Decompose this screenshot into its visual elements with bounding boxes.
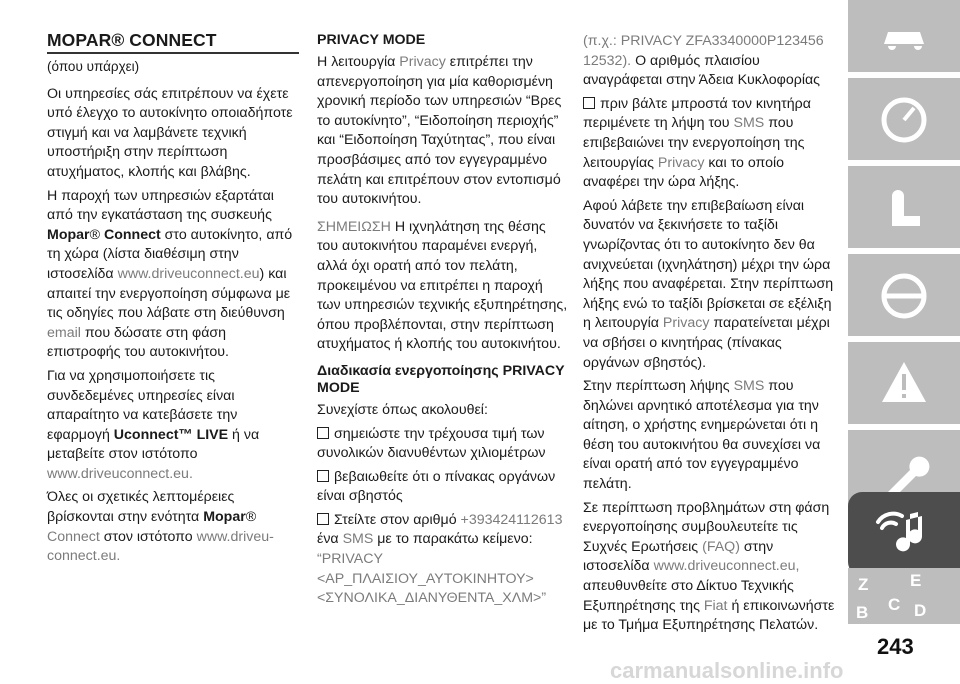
negative-result-paragraph: Στην περίπτωση λήψης SMS που δηλώνει αρνητικό αποτέλεσμα για την αίτηση, ο χρήστης ενημερώνεται ότι η θέση του αυτοκινήτου θα συνεχίσει να είναι ορατή από τον εγγεγραμμένο πελάτη. [583, 378, 821, 493]
privacy-paragraph: Η λειτουργία Privacy επιτρέπει την απενεργοποίηση για μία καθορισμένη χρονική περίοδο των υπηρεσιών “Βρες το αυτοκίνητο”, “Ειδοποίηση περιοχής” και “Ειδοποίηση Ταχύτητας”, που είναι προσβάσιμες από τον εγγεγραμμένο πελάτη και επιτρέπουν στον εντοπισμό του αυτοκινήτου. [317, 54, 562, 208]
warning-icon [848, 342, 960, 424]
checkbox-icon [317, 470, 329, 482]
svg-text:D: D [914, 601, 927, 620]
step-2: βεβαιωθείτε ότι ο πίνακας οργάνων είναι σβηστός [317, 468, 556, 505]
watermark: carmanualsonline.info [610, 658, 844, 683]
chapter-tab-index[interactable] [848, 568, 960, 624]
section-subtitle: (όπου υπάρχει) [47, 59, 140, 74]
checkbox-icon [583, 97, 595, 109]
chapter-tab-3[interactable] [848, 166, 960, 248]
svg-text:B: B [856, 603, 869, 622]
car-icon [848, 0, 960, 72]
activation-heading: Διαδικασία ενεργοποίησης PRIVACY MODE [317, 362, 565, 396]
intro-paragraph: Οι υπηρεσίες σάς επιτρέπουν να έχετε υπό έλεγχο το αυτοκίνητο οποιαδήποτε στιγμή και να λαμβάνετε τεχνική υποστήριξη στην περίπτωση ατυχήματος, κλοπής και βλάβης. [47, 85, 293, 180]
chapter-tab-5[interactable] [848, 342, 960, 424]
provision-paragraph: Η παροχή των υπηρεσιών εξαρτάται από την εγκατάσταση της συσκευής Mopar® Connect στο αυτοκίνητο, από τη χώρα (λίστα διαθέσιμη στην ιστοσελίδα www.driveuconnect.eu) και απαιτεί την ενεργοποίηση σύμφωνα με τις οδηγίες που λάβατε στη διεύθυνση email που δώσατε στη φάση επιστροφής του αυτοκινήτου. [47, 187, 293, 361]
column-3 [583, 32, 835, 640]
checkbox-icon [317, 427, 329, 439]
step-3: Στείλτε στον αριθμό +393424112613 ένα SMS με το παρακάτω κείμενο: “PRIVACY <ΑΡ_ΠΛΑΙΣΙΟΥ_ΑΥΤΟΚΙΝΗΤΟΥ> <ΣΥΝΟΛΙΚΑ_ΔΙΑΝΥΘΕΝΤΑ_ΧΛΜ>” [317, 511, 563, 607]
svg-text:C: C [888, 595, 901, 614]
chapter-tab-2[interactable] [848, 78, 960, 160]
index-letters-icon [848, 568, 960, 624]
steering-wheel-icon [848, 254, 960, 336]
confirmation-paragraph: Αφού λάβετε την επιβεβαίωση είναι δυνατόν να ξεκινήσετε το ταξίδι γνωρίζοντας ότι το αυτοκίνητο δεν θα ανιχνεύεται (ιχνηλάτηση) μέχρι την ώρα λήξης που αναφέρεται. Στην περίπτωση λήξης ενώ το ταξίδι βρίσκεται σε εξέλιξη η λειτουργία Privacy παρατείνεται μέχρι να σβήσει ο κινητήρας (πίνακας οργάνων σβηστός). [583, 197, 834, 371]
chapter-tab-4[interactable] [848, 254, 960, 336]
dashboard-icon [848, 78, 960, 160]
checkbox-icon [317, 513, 329, 525]
multimedia-icon [848, 492, 960, 576]
title-rule [47, 52, 299, 54]
privacy-mode-heading: PRIVACY MODE [317, 32, 426, 48]
seat-icon [848, 166, 960, 248]
step-1: σημειώστε την τρέχουσα τιμή των συνολικών διανυθέντων χιλιομέτρων [317, 425, 546, 462]
website-link-4[interactable]: www.driveuconnect.eu, [653, 558, 800, 575]
svg-text:Z: Z [858, 575, 869, 594]
step-4: πριν βάλτε μπροστά τον κινητήρα περιμένετε τη λήψη του SMS που επιβεβαιώνει την ενεργοποίηση της λειτουργίας Privacy και το οποίο αναφέρει την ώρα λήξης. [583, 95, 811, 191]
svg-text:E: E [910, 571, 922, 590]
details-paragraph: Όλες οι σχετικές λεπτομέρειες βρίσκονται στην ενότητα Mopar® Connect στον ιστότοπο www.driveu-connect.eu. [47, 489, 274, 565]
column-2 [317, 32, 569, 613]
website-link[interactable]: www.driveuconnect.eu [117, 265, 260, 282]
note-paragraph: ΣΗΜΕΙΩΣΗ Η ιχνηλάτηση της θέσης του αυτοκινήτου παραμένει ενεργή, αλλά όχι ορατή από τον πελάτη, προκειμένου να επιτρέπει η παροχή των υπηρεσιών τεχνικής εξυπηρέτησης, όπου προβλέπονται, στην περίπτωση ατυχήματος ή κλοπής του αυτοκινήτου. [317, 218, 568, 353]
column-1 [47, 30, 299, 571]
website-link-2[interactable]: www.driveuconnect.eu. [47, 465, 193, 482]
section-title: MOPAR® CONNECT [47, 30, 217, 50]
page-number: 243 [877, 634, 914, 659]
app-paragraph: Για να χρησιμοποιήσετε τις συνδεδεμένες υπηρεσίες είναι απαραίτητο να κατεβάσετε την εφαρμογή Uconnect™ LIVE ή να μεταβείτε στον ιστότοπο www.driveuconnect.eu. [47, 367, 260, 482]
website-link-3[interactable]: www.driveu-connect.eu. [47, 528, 274, 565]
continue-paragraph: Συνεχίστε όπως ακολουθεί: [317, 401, 488, 418]
chapter-tab-1[interactable] [848, 0, 960, 72]
problems-paragraph: Σε περίπτωση προβλημάτων στη φάση ενεργοποίησης συμβουλευτείτε τις Συχνές Ερωτήσεις (FAQ) στην ιστοσελίδα www.driveuconnect.eu, απευθυνθείτε στο Δίκτυο Τεχνικής Εξυπηρέτησης της Fiat ή επικοινωνήστε με το Τμήμα Εξυπηρέτησης Πελατών. [583, 499, 835, 634]
example-paragraph: (π.χ.: PRIVACY ZFA3340000P123456 12532). Ο αριθμός πλαισίου αναγράφεται στην Άδεια Κυκλοφορίας [583, 33, 824, 89]
chapter-tab-multimedia[interactable] [848, 492, 960, 576]
